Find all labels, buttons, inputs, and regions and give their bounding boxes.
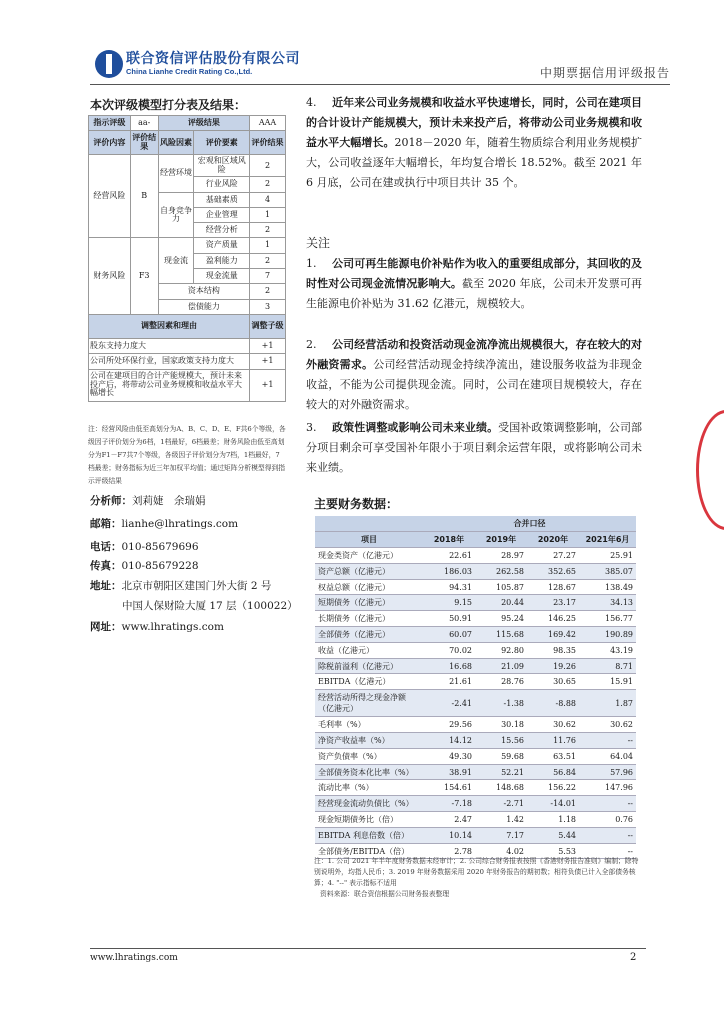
item-bold: 近年来公司业务规模和收益水平快速增长，同时，公司在建项目的合计设计产能规模大，预计未来投产后，将带动公司业务规模和收益水平大幅增长。: [306, 96, 642, 149]
table-row: [315, 812, 636, 828]
row-label: 经营现金流动负债比（%）: [315, 796, 423, 812]
cell: 2: [250, 155, 286, 177]
value-cell: 23.17: [527, 595, 579, 611]
cell: 财务风险: [89, 238, 131, 314]
value-cell: 16.68: [423, 658, 475, 674]
email-row: [90, 516, 238, 531]
value-cell: 19.26: [527, 658, 579, 674]
value-cell: 186.03: [423, 563, 475, 579]
seal-stamp-icon: [696, 410, 724, 530]
model-title: 本次评级模型打分表及结果：: [90, 98, 247, 112]
value-cell: -7.18: [423, 796, 475, 812]
address-row: [90, 578, 271, 593]
cell: +1: [250, 338, 286, 353]
value-cell: 30.65: [527, 674, 579, 690]
financial-table: [315, 516, 636, 859]
item-text: 截至 2020 年底，公司未开发票可再生能源电价补贴为 31.62 亿港元，规模较大。: [306, 277, 642, 310]
value-cell: 156.77: [579, 611, 636, 627]
table-row: [315, 658, 636, 674]
cell: 调整因素和理由: [89, 314, 250, 338]
cell: 2: [250, 253, 286, 268]
item-bold: 公司经营活动和投资活动现金流净流出规模很大，存在较大的对外融资需求。: [306, 338, 642, 371]
cell: 资产质量: [194, 238, 250, 253]
value-cell: -8.88: [527, 690, 579, 717]
cell: 基础素质: [194, 192, 250, 207]
cell: 公司所处环保行业，国家政策支持力度大: [89, 354, 250, 369]
label: 传真：: [90, 560, 122, 572]
cell: 调整子级: [250, 314, 286, 338]
address-line1: 北京市朝阳区建国门外大街 2 号: [121, 580, 272, 592]
value-cell: 148.68: [475, 780, 527, 796]
item-text: 公司经营活动现金持续净流出，建设服务收益为非现金收益，不能为公司提供现金流。同时，公司在建项目规模较大，存在较大的对外融资需求。: [306, 358, 643, 411]
model-note: 注：经营风险由低至高划分为A、B、C、D、E、F共6个等级，各级因子评价划分为6档，1档最好，6档最差；财务风险由低至高划分为F1－F7共7个等级，各级因子评价划分为7档，1档最好，7档最差；财务指标为近三年加权平均值；通过矩阵分析模型得到指示评级结果: [88, 425, 286, 485]
phone-value: 010-85679696: [121, 541, 199, 553]
label: 地址：: [90, 580, 122, 592]
table-row: [315, 764, 636, 780]
cell: 偿债能力: [158, 299, 249, 314]
model-score-table: [88, 115, 286, 402]
table-row: [315, 642, 636, 658]
footer-website[interactable]: www.lhratings.com: [90, 953, 178, 963]
value-cell: 10.14: [423, 827, 475, 843]
cell: 2: [250, 223, 286, 238]
table-row: [315, 595, 636, 611]
value-cell: 38.91: [423, 764, 475, 780]
value-cell: -1.38: [475, 690, 527, 717]
phone-row: [90, 539, 199, 554]
cell: 评级结果: [158, 116, 249, 131]
table-row: [315, 690, 636, 717]
value-cell: 9.15: [423, 595, 475, 611]
cell: B: [130, 155, 158, 238]
source-text: 资料来源：联合资信根据公司财务报表整理: [320, 890, 450, 898]
table-row: [315, 796, 636, 812]
row-label: 全部债务（亿港元）: [315, 627, 423, 643]
value-cell: 28.76: [475, 674, 527, 690]
value-cell: 30.62: [527, 717, 579, 733]
cell: 评价要素: [194, 131, 250, 155]
value-cell: 115.68: [475, 627, 527, 643]
company-name-cn: 联合资信评估股份有限公司: [126, 51, 300, 67]
concern-item-2: [306, 335, 642, 415]
cell: F3: [130, 238, 158, 314]
cell: 评价内容: [89, 131, 131, 155]
value-cell: 63.51: [527, 748, 579, 764]
value-cell: 57.96: [579, 764, 636, 780]
item-number: 3.: [306, 421, 317, 434]
value-cell: 5.44: [527, 827, 579, 843]
value-cell: --: [579, 827, 636, 843]
table-row: [315, 627, 636, 643]
cell: 股东支持力度大: [89, 338, 250, 353]
value-cell: 49.30: [423, 748, 475, 764]
table-row: [315, 674, 636, 690]
footer-divider: [90, 948, 646, 949]
value-cell: 1.42: [475, 812, 527, 828]
cell: 现金流量: [194, 269, 250, 284]
cell: 盈利能力: [194, 253, 250, 268]
value-cell: 64.04: [579, 748, 636, 764]
table-row: [315, 563, 636, 579]
item-text: 受国补政策调整影响，公司部分项目剩余可享受国补年限小于项目剩余运营年限，或将影响公司未来业绩。: [306, 421, 643, 474]
row-label: 全部债务/EBITDA（倍）: [315, 843, 423, 859]
table-row: [315, 748, 636, 764]
web-link[interactable]: www.lhratings.com: [121, 621, 224, 633]
row-label: 流动比率（%）: [315, 780, 423, 796]
value-cell: 156.22: [527, 780, 579, 796]
value-cell: 15.56: [475, 733, 527, 749]
column-header: 2019年: [475, 532, 527, 548]
company-logo-icon: [95, 50, 123, 78]
cell: [315, 516, 423, 532]
value-cell: 34.13: [579, 595, 636, 611]
value-cell: 128.67: [527, 579, 579, 595]
value-cell: 190.89: [579, 627, 636, 643]
cell: 经营分析: [194, 223, 250, 238]
cell: 2: [250, 177, 286, 192]
value-cell: 2.78: [423, 843, 475, 859]
value-cell: 95.24: [475, 611, 527, 627]
value-cell: 60.07: [423, 627, 475, 643]
value-cell: 27.27: [527, 548, 579, 564]
note-text: 注：1. 公司 2021 年半年度财务数据未经审计；2. 公司综合财务报表按照《香港财务报告准则》编制；除特别说明外，均指人民币；3. 2019 年财务数据采用 2020 年财务报告的期初数；相符负债已计入全部债务核算；4. "--" 表示指标不适用: [314, 857, 639, 887]
item-bold: 公司可再生能源电价补贴作为收入的重要组成部分，其回收的及时性对公司现金流情况影响大。: [306, 257, 642, 290]
row-label: 现金短期债务比（倍）: [315, 812, 423, 828]
value-cell: 11.76: [527, 733, 579, 749]
cell: 4: [250, 192, 286, 207]
item-number: 4.: [306, 96, 317, 109]
table-row: [315, 579, 636, 595]
value-cell: --: [579, 796, 636, 812]
strength-item-4: [306, 93, 642, 193]
value-cell: 30.18: [475, 717, 527, 733]
value-cell: 352.65: [527, 563, 579, 579]
financial-title: 主要财务数据：: [314, 497, 399, 511]
value-cell: 20.44: [475, 595, 527, 611]
value-cell: 0.76: [579, 812, 636, 828]
report-type: 中期票据信用评级报告: [539, 66, 670, 80]
value-cell: 92.80: [475, 642, 527, 658]
column-header: 2021年6月: [579, 532, 636, 548]
group-header: 合并口径: [423, 516, 636, 532]
row-label: 除税前溢利（亿港元）: [315, 658, 423, 674]
value-cell: 154.61: [423, 780, 475, 796]
item-number: 2.: [306, 338, 317, 351]
cell: 1: [250, 238, 286, 253]
cell: 1: [250, 207, 286, 222]
cell: 2: [250, 284, 286, 299]
company-name-en: China Lianhe Credit Rating Co.,Ltd.: [126, 67, 253, 76]
financial-note: [314, 856, 644, 900]
value-cell: 169.42: [527, 627, 579, 643]
cell: +1: [250, 354, 286, 369]
value-cell: 105.87: [475, 579, 527, 595]
cell: 风险因素: [158, 131, 194, 155]
table-row: [315, 827, 636, 843]
cell: 评价结果: [130, 131, 158, 155]
cell: 指示评级: [89, 116, 131, 131]
cell: +1: [250, 369, 286, 401]
value-cell: 50.91: [423, 611, 475, 627]
value-cell: 59.68: [475, 748, 527, 764]
value-cell: 29.56: [423, 717, 475, 733]
table-row: [315, 733, 636, 749]
value-cell: 43.19: [579, 642, 636, 658]
row-label: 资产负债率（%）: [315, 748, 423, 764]
table-row: [315, 717, 636, 733]
concern-title: 关注: [306, 236, 331, 250]
row-label: 现金类资产（亿港元）: [315, 548, 423, 564]
value-cell: 4.02: [475, 843, 527, 859]
item-text: 2018－2020 年，随着生物质综合利用业务规模扩大，公司收益逐年大幅增长，年均复合增长 18.52%。截至 2021 年 6 月底，公司在建或执行中项目共计 35 个。: [306, 136, 643, 189]
value-cell: 28.97: [475, 548, 527, 564]
value-cell: 262.58: [475, 563, 527, 579]
analyst-row: [90, 493, 206, 508]
cell: 公司在建项目的合计产能规模大，预计未来投产后，将带动公司业务规模和收益水平大幅增长: [89, 369, 250, 401]
value-cell: 98.35: [527, 642, 579, 658]
value-cell: 2.47: [423, 812, 475, 828]
value-cell: 147.96: [579, 780, 636, 796]
cell: 现金流: [158, 238, 194, 284]
page-number: 2: [630, 952, 637, 963]
value-cell: 22.61: [423, 548, 475, 564]
row-label: 全部债务资本化比率（%）: [315, 764, 423, 780]
table-row: [315, 780, 636, 796]
row-label: 短期债务（亿港元）: [315, 595, 423, 611]
row-label: 资产总额（亿港元）: [315, 563, 423, 579]
address-line2: 中国人保财险大厦 17 层（100022）: [122, 600, 298, 612]
table-row: [315, 611, 636, 627]
value-cell: 14.12: [423, 733, 475, 749]
value-cell: 138.49: [579, 579, 636, 595]
value-cell: 385.07: [579, 563, 636, 579]
cell: 经营环境: [158, 155, 194, 192]
item-number: 1.: [306, 257, 317, 270]
concern-item-1: [306, 254, 642, 314]
value-cell: 21.61: [423, 674, 475, 690]
table-row: [315, 548, 636, 564]
value-cell: 15.91: [579, 674, 636, 690]
label: 网址：: [90, 621, 122, 633]
fax-row: [90, 558, 199, 573]
email-link[interactable]: lianhe@lhratings.com: [121, 518, 239, 530]
row-label: 经营活动所得之现金净额（亿港元）: [315, 690, 423, 717]
cell: AAA: [250, 116, 286, 131]
cell: 评价结果: [250, 131, 286, 155]
cell: 自身竞争力: [158, 192, 194, 238]
label: 电话：: [90, 541, 122, 553]
value-cell: 146.25: [527, 611, 579, 627]
value-cell: 25.91: [579, 548, 636, 564]
value-cell: 8.71: [579, 658, 636, 674]
cell: 7: [250, 269, 286, 284]
value-cell: 30.62: [579, 717, 636, 733]
cell: 企业管理: [194, 207, 250, 222]
column-header: 2020年: [527, 532, 579, 548]
cell: 3: [250, 299, 286, 314]
value-cell: 1.87: [579, 690, 636, 717]
row-label: EBITDA 利息倍数（倍）: [315, 827, 423, 843]
row-label: EBITDA（亿港元）: [315, 674, 423, 690]
value-cell: 5.53: [527, 843, 579, 859]
value-cell: -2.41: [423, 690, 475, 717]
label: 分析师：: [90, 495, 132, 507]
row-label: 权益总额（亿港元）: [315, 579, 423, 595]
concern-item-3: [306, 418, 642, 478]
cell: aa-: [130, 116, 158, 131]
cell: 行业风险: [194, 177, 250, 192]
value-cell: 7.17: [475, 827, 527, 843]
row-label: 收益（亿港元）: [315, 642, 423, 658]
web-row: [90, 619, 224, 634]
value-cell: --: [579, 843, 636, 859]
column-header: 2018年: [423, 532, 475, 548]
row-label: 长期债务（亿港元）: [315, 611, 423, 627]
value-cell: -14.01: [527, 796, 579, 812]
value-cell: 70.02: [423, 642, 475, 658]
value-cell: 94.31: [423, 579, 475, 595]
value-cell: 52.21: [475, 764, 527, 780]
value-cell: -2.71: [475, 796, 527, 812]
value-cell: 56.84: [527, 764, 579, 780]
value-cell: 21.09: [475, 658, 527, 674]
label: 邮箱：: [90, 518, 122, 530]
column-header: 项目: [315, 532, 423, 548]
analyst-names: 刘莉婕 余瑞娟: [132, 495, 206, 507]
row-label: 毛利率（%）: [315, 717, 423, 733]
cell: 资本结构: [158, 284, 249, 299]
row-label: 净资产收益率（%）: [315, 733, 423, 749]
header-divider: [90, 84, 670, 85]
item-bold: 政策性调整或影响公司未来业绩。: [332, 421, 499, 434]
cell: 经营风险: [89, 155, 131, 238]
value-cell: --: [579, 733, 636, 749]
cell: 宏观和区域风险: [194, 155, 250, 177]
fax-value: 010-85679228: [121, 560, 199, 572]
value-cell: 1.18: [527, 812, 579, 828]
